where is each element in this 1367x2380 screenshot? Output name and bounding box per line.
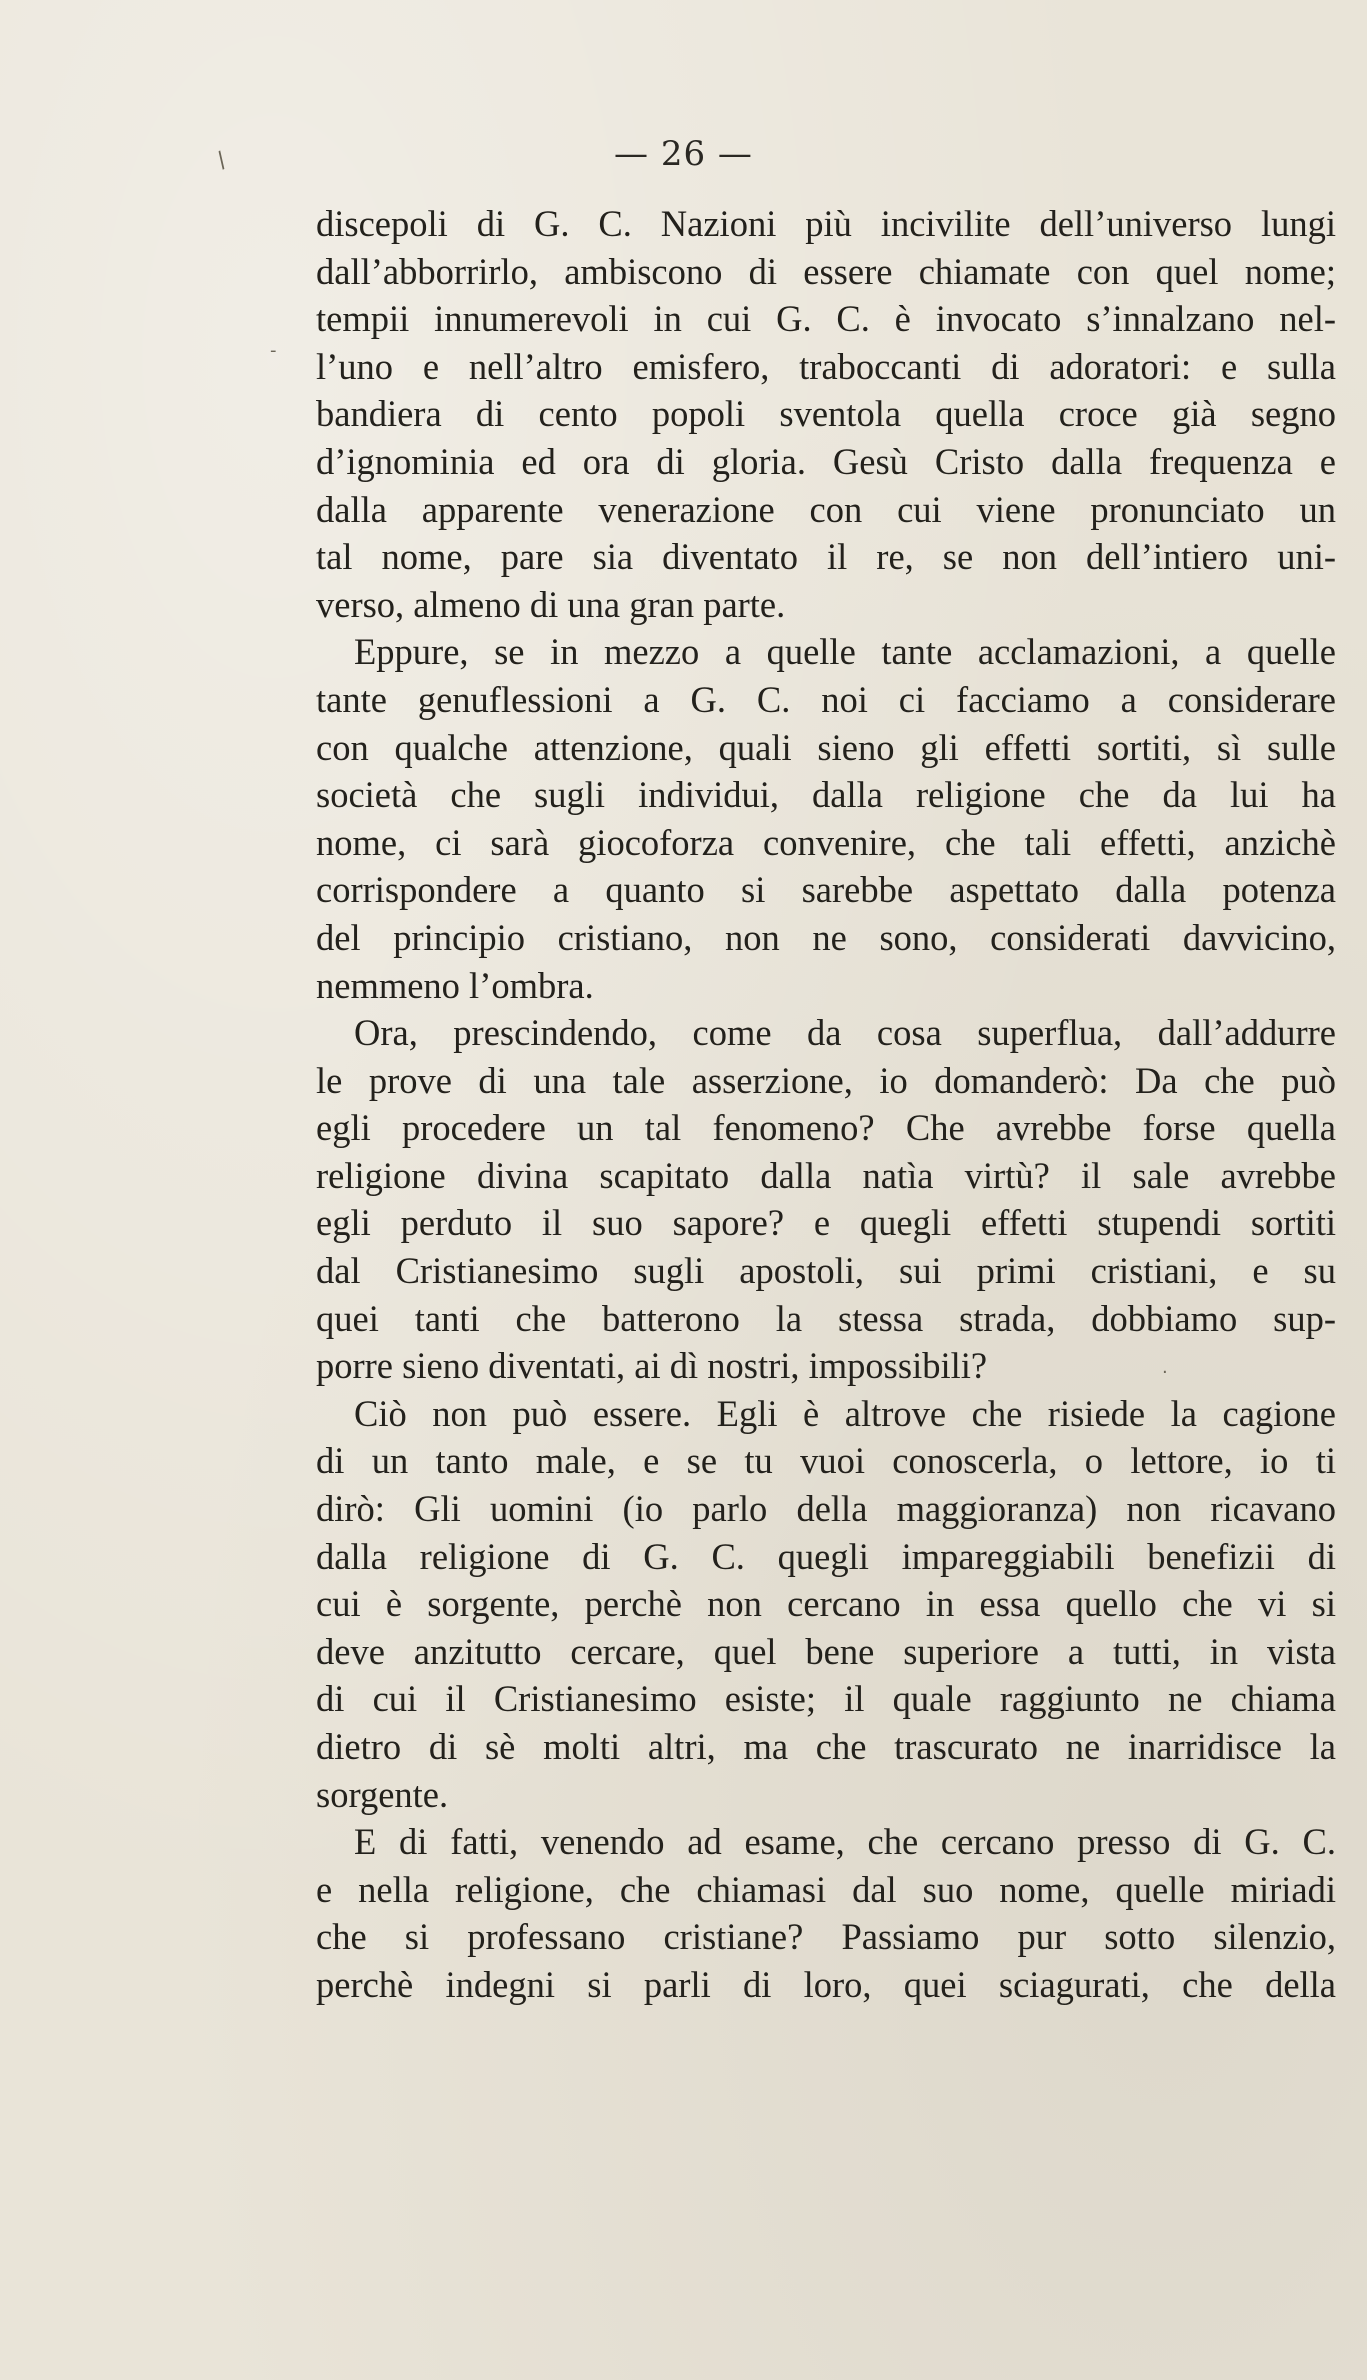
text-line: perchè indegni si parli di loro, quei sciagurati, che della <box>316 1963 1336 2005</box>
text-line: egli perduto il suo sapore? e quegli effetti stupendi sortiti <box>316 1202 1336 1244</box>
text-line: tempii innumerevoli in cui G. C. è invocato s’innalzano nel- <box>316 298 1336 340</box>
text-line: di cui il Cristianesimo esiste; il quale raggiunto ne chiama <box>316 1678 1336 1720</box>
text-line: con qualche attenzione, quali sieno gli effetti sortiti, sì sulle <box>316 726 1336 768</box>
text-line: Ciò non può essere. Egli è altrove che risiede la cagione <box>354 1392 1336 1434</box>
text-line: sorgente. <box>316 1773 449 1815</box>
text-line: e nella religione, che chiamasi dal suo nome, quelle miriadi <box>316 1868 1336 1910</box>
text-line: l’uno e nell’altro emisfero, traboccanti di adoratori: e sulla <box>316 345 1336 387</box>
text-line: nome, ci sarà giocoforza convenire, che tali effetti, anzichè <box>316 821 1336 863</box>
text-line: società che sugli individui, dalla religione che da lui ha <box>316 774 1336 816</box>
text-line: quei tanti che batterono la stessa strada, dobbiamo sup- <box>316 1297 1336 1339</box>
text-line: discepoli di G. C. Nazioni più incivilite dell’universo lungi <box>316 203 1336 244</box>
text-line: Eppure, se in mezzo a quelle tante acclamazioni, a quelle <box>354 631 1336 673</box>
text-line: dalla religione di G. C. quegli impareggiabili benefizii di <box>316 1535 1336 1577</box>
text-line: bandiera di cento popoli sventola quella croce già segno <box>316 393 1336 435</box>
margin-speck: ‐ <box>270 340 277 361</box>
text-line: tal nome, pare sia diventato il re, se non dell’intiero uni- <box>316 536 1336 578</box>
text-line: corrispondere a quanto si sarebbe aspettato dalla potenza <box>316 869 1336 911</box>
text-line: dall’abborrirlo, ambiscono di essere chiamate con quel nome; <box>316 250 1336 292</box>
text-line: religione divina scapitato dalla natìa virtù? il sale avrebbe <box>316 1154 1336 1196</box>
text-line: del principio cristiano, non ne sono, considerati davvicino, <box>316 916 1336 958</box>
margin-speck: / <box>212 147 232 174</box>
margin-speck: · <box>1162 1362 1168 1383</box>
text-line: Ora, prescindendo, come da cosa superflua, dall’addurre <box>354 1012 1336 1054</box>
text-line: di un tanto male, e se tu vuoi conoscerla, o lettore, io ti <box>316 1440 1336 1482</box>
text-line: nemmeno l’ombra. <box>316 964 594 1006</box>
text-line: porre sieno diventati, ai dì nostri, impossibili? <box>316 1345 988 1387</box>
page-number: — 26 — <box>614 134 753 174</box>
text-line: le prove di una tale asserzione, io domanderò: Da che può <box>316 1059 1336 1101</box>
text-line: deve anzitutto cercare, quel bene superiore a tutti, in vista <box>316 1630 1336 1672</box>
text-line: dietro di sè molti altri, ma che trascurato ne inarridisce la <box>316 1726 1336 1767</box>
text-line: dalla apparente venerazione con cui viene pronunciato un <box>316 488 1336 530</box>
text-line: che si professano cristiane? Passiamo pur sotto silenzio, <box>316 1916 1336 1958</box>
body-text <box>316 200 1336 2009</box>
text-line: dirò: Gli uomini (io parlo della maggioranza) non ricavano <box>316 1488 1336 1530</box>
text-line: dal Cristianesimo sugli apostoli, sui primi cristiani, e su <box>316 1250 1336 1292</box>
text-line: verso, almeno di una gran parte. <box>316 583 786 625</box>
text-line: cui è sorgente, perchè non cercano in essa quello che vi si <box>316 1583 1336 1625</box>
text-line: egli procedere un tal fenomeno? Che avrebbe forse quella <box>316 1107 1336 1149</box>
text-line: E di fatti, venendo ad esame, che cercano presso di G. C. <box>354 1821 1336 1863</box>
text-line: d’ignominia ed ora di gloria. Gesù Cristo dalla frequenza e <box>316 440 1336 482</box>
text-line: tante genuflessioni a G. C. noi ci facciamo a considerare <box>316 678 1336 720</box>
